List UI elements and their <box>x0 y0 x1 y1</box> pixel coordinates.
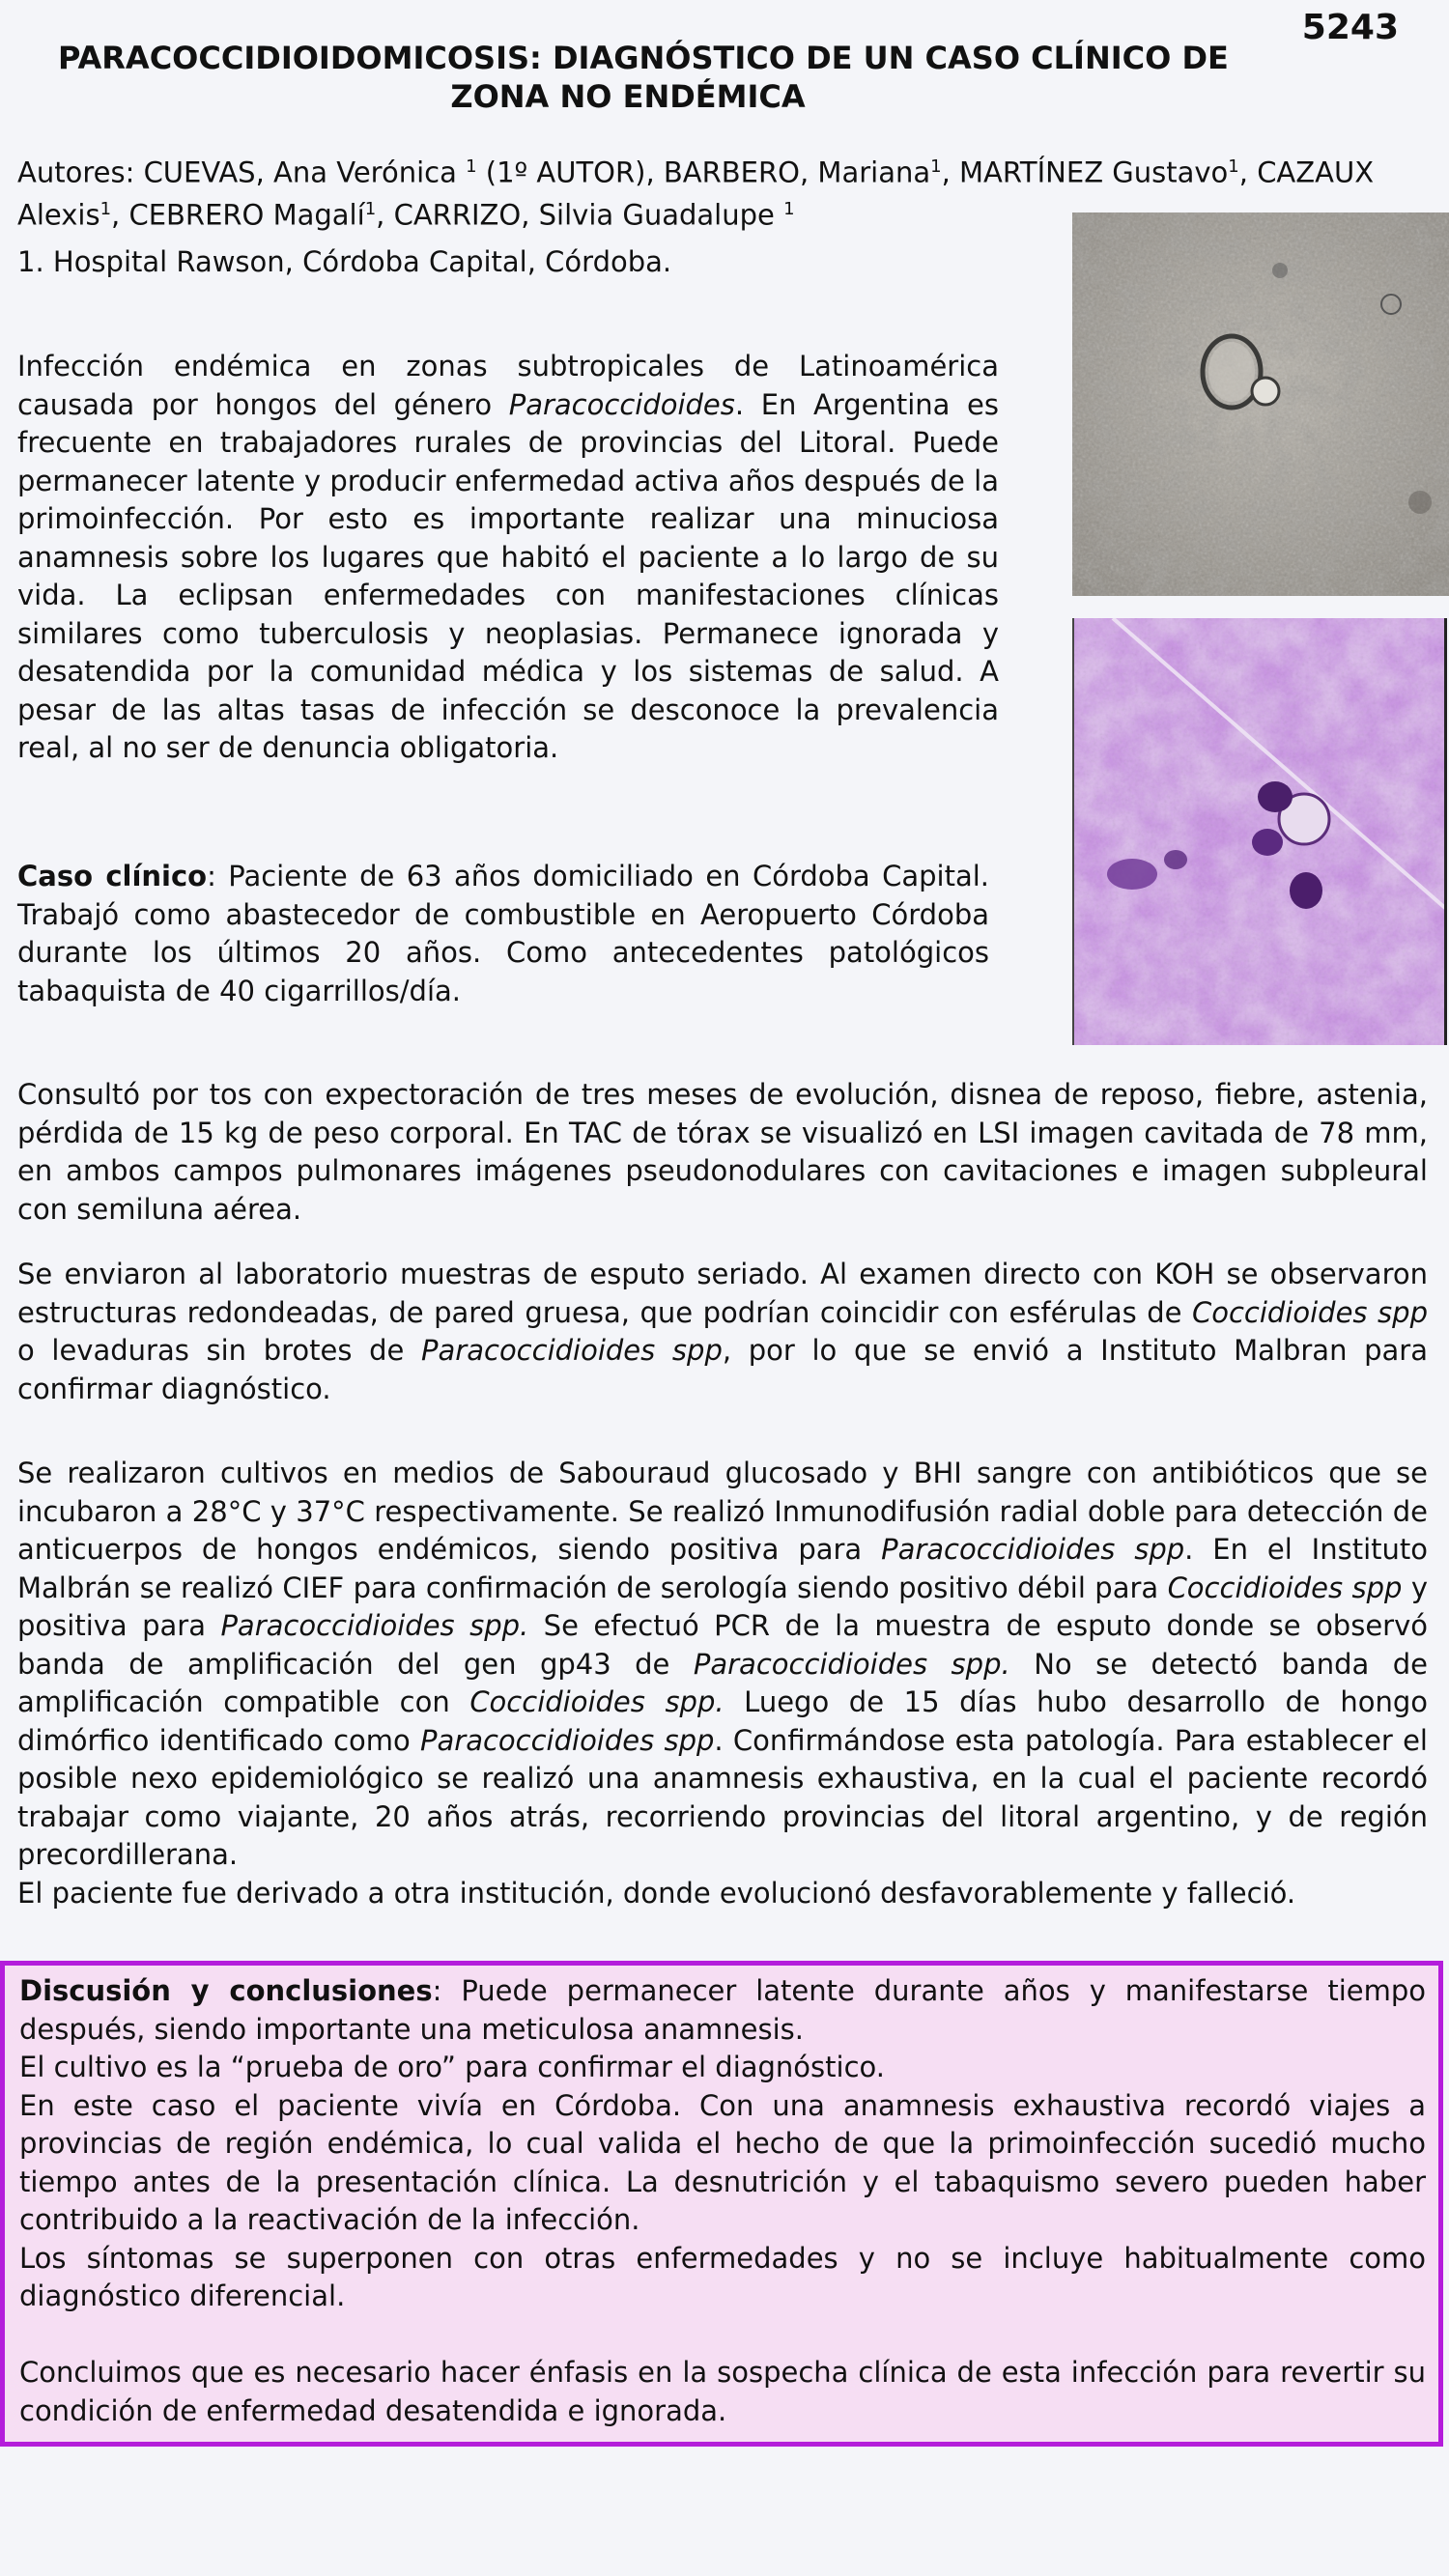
koh-microscopy-image <box>1072 212 1449 596</box>
cultures-text: No se detectó banda de amplificación compatible con <box>17 1647 1428 1718</box>
author: MARTÍNEZ Gustavo <box>959 156 1229 189</box>
lab-text: Se enviaron al laboratorio muestras de esputo seriado. Al examen directo con KOH se observaron estructuras redondeadas, de pared gruesa, que podrían coincidir con esférulas de <box>17 1258 1428 1329</box>
conclusion: Concluimos que es necesario hacer énfasis en la sospecha clínica de esta infección para revertir su condición de enfermedad desatendida e ignorada. <box>19 2356 1426 2427</box>
author-separator: (1º AUTOR), <box>476 156 664 189</box>
author-affiliation-mark: 1 <box>99 198 112 219</box>
cultures-body <box>17 1455 1428 1875</box>
author-separator: , <box>111 198 129 232</box>
poster-number: 5243 <box>1301 8 1399 47</box>
author-separator: , <box>1238 156 1258 189</box>
species-name: Paracoccidioides spp <box>881 1533 1185 1566</box>
cultures-text: Se efectuó PCR de la muestra de esputo donde se observó banda de amplificación del gen gp43 de <box>17 1609 1428 1681</box>
species-name: Paracoccidioides spp. <box>220 1609 529 1642</box>
lab-text: o levaduras sin brotes de <box>17 1334 422 1367</box>
discussion-case: En este caso el paciente vivía en Córdoba. Con una anamnesis exhaustiva recordó viajes a provincias de región endémica, lo cual valida el hecho de que la primoinfección sucedió mucho tiempo antes de la presentación clínica. La desnutrición y el tabaquismo severo pueden haber contribuido a la reactivación de la infección. <box>19 2088 1426 2236</box>
species-name: Coccidioides spp <box>1191 1295 1428 1329</box>
spacer <box>19 2316 1426 2355</box>
discussion-intro <box>19 1972 1426 2049</box>
cultures-paragraph <box>17 1455 1428 1912</box>
case-text: : Paciente de 63 años domiciliado en Córdoba Capital. Trabajó como abastecedor de combustible en Aeropuerto Córdoba durante los últimos 20 años. Como antecedentes patológicos tabaquista de 40 cigarrillos/día. <box>17 860 989 1007</box>
introduction-paragraph <box>17 348 999 768</box>
intro-text: Infección endémica en zonas subtropicales de Latinoamérica causada por hongos del género <box>17 350 999 421</box>
author-affiliation-mark: 1 <box>930 156 942 177</box>
poster-title <box>58 39 1229 116</box>
cultures-text: . Confirmándose esta patología. Para establecer el posible nexo epidemiológico se realizó una anamnesis exhaustiva, en la cual el paciente recordó trabajar como viajante, 20 años atrás, recorriendo provincias del litoral argentino, y de región precordillerana. <box>17 1723 1428 1871</box>
species-name: Paracoccidioides spp. <box>693 1647 1010 1681</box>
species-name: Coccidioides spp. <box>469 1685 724 1718</box>
case-paragraph <box>17 858 989 1010</box>
author-affiliation-mark: 1 <box>364 198 377 219</box>
stained-smear-image <box>1072 618 1447 1045</box>
species-name: Coccidioides spp <box>1167 1571 1403 1604</box>
author-affiliation-mark: 1 <box>466 156 477 177</box>
author: BARBERO, Mariana <box>663 156 931 189</box>
discussion-heading: Discusión y conclusiones <box>19 1974 433 2007</box>
genus-name: Paracoccidoides <box>508 387 735 421</box>
intro-text: . En Argentina es frecuente en trabajadores rurales de provincias del Litoral. Puede permanecer latente y producir enfermedad activa años después de la primoinfección. Por esto es importante realizar una minuciosa anamnesis sobre los lugares que habitó el paciente a lo largo de su vida. La eclipsan enfermedades con manifestaciones clínicas similares como tuberculosis y neoplasias. Permanece ignorada y desatendida por la comunidad médica y los sistemas de salud. A pesar de las altas tasas de infección se desconoce la prevalencia real, al no ser de denuncia obligatoria. <box>17 387 999 764</box>
author: CEBRERO Magalí <box>128 198 365 232</box>
laboratory-paragraph <box>17 1256 1428 1408</box>
authors-prefix: Autores: <box>17 156 144 189</box>
lab-text: , por lo que se envió a Instituto Malbran para confirmar diagnóstico. <box>17 1334 1429 1405</box>
discussion-symptoms: Los síntomas se superponen con otras enfermedades y no se incluye habitualmente como diagnóstico diferencial. <box>19 2241 1426 2312</box>
author-separator: , <box>941 156 960 189</box>
discussion-conclusions <box>19 1972 1426 2430</box>
cultures-text: Luego de 15 días hubo desarrollo de hongo dimórfico identificado como <box>17 1685 1428 1757</box>
discussion-gold-standard: El cultivo es la “prueba de oro” para confirmar el diagnóstico. <box>19 2051 885 2083</box>
author-affiliation-mark: 1 <box>783 198 795 219</box>
species-name: Paracoccidioides spp <box>421 1334 723 1367</box>
cultures-text: Se realizaron cultivos en medios de Sabouraud glucosado y BHI sangre con antibióticos que se incubaron a 28°C y 37°C respectivamente. Se realizó Inmunodifusión radial doble para detección de anticuerpos de hongos endémicos, siendo positiva para <box>17 1457 1428 1566</box>
case-heading: Caso clínico <box>17 860 208 892</box>
cultures-text: . En el Instituto Malbrán se realizó CIEF para confirmación de serología siendo positivo débil para <box>17 1533 1429 1604</box>
consultation-paragraph: Consultó por tos con expectoración de tres meses de evolución, disnea de reposo, fiebre, astenia, pérdida de 15 kg de peso corporal. En TAC de tórax se visualizó en LSI imagen cavitada de 78 mm, en ambos campos pulmonares imágenes pseudonodulares con cavitaciones e imagen subpleural con semiluna aérea. <box>17 1078 1428 1226</box>
author-affiliation-mark: 1 <box>1228 156 1239 177</box>
title-line-1: PARACOCCIDIOIDOMICOSIS: DIAGNÓSTICO DE UN CASO CLÍNICO DE <box>58 40 1229 76</box>
affiliation: 1. Hospital Rawson, Córdoba Capital, Córdoba. <box>17 245 672 278</box>
author-separator: , <box>376 198 394 232</box>
author: CUEVAS, Ana Verónica <box>143 156 457 189</box>
species-name: Paracoccidioides spp <box>420 1723 715 1757</box>
cultures-text: y positiva para <box>17 1571 1428 1642</box>
outcome-line: El paciente fue derivado a otra institución, donde evolucionó desfavorablemente y falleció. <box>17 1876 1296 1910</box>
title-line-2: ZONA NO ENDÉMICA <box>450 78 806 115</box>
author: CARRIZO, Silvia Guadalupe <box>393 198 775 232</box>
discussion-text: : Puede permanecer latente durante años y manifestarse tiempo después, siendo importante una meticulosa anamnesis. <box>19 1974 1426 2046</box>
author: CAZAUX Alexis <box>17 156 1375 232</box>
